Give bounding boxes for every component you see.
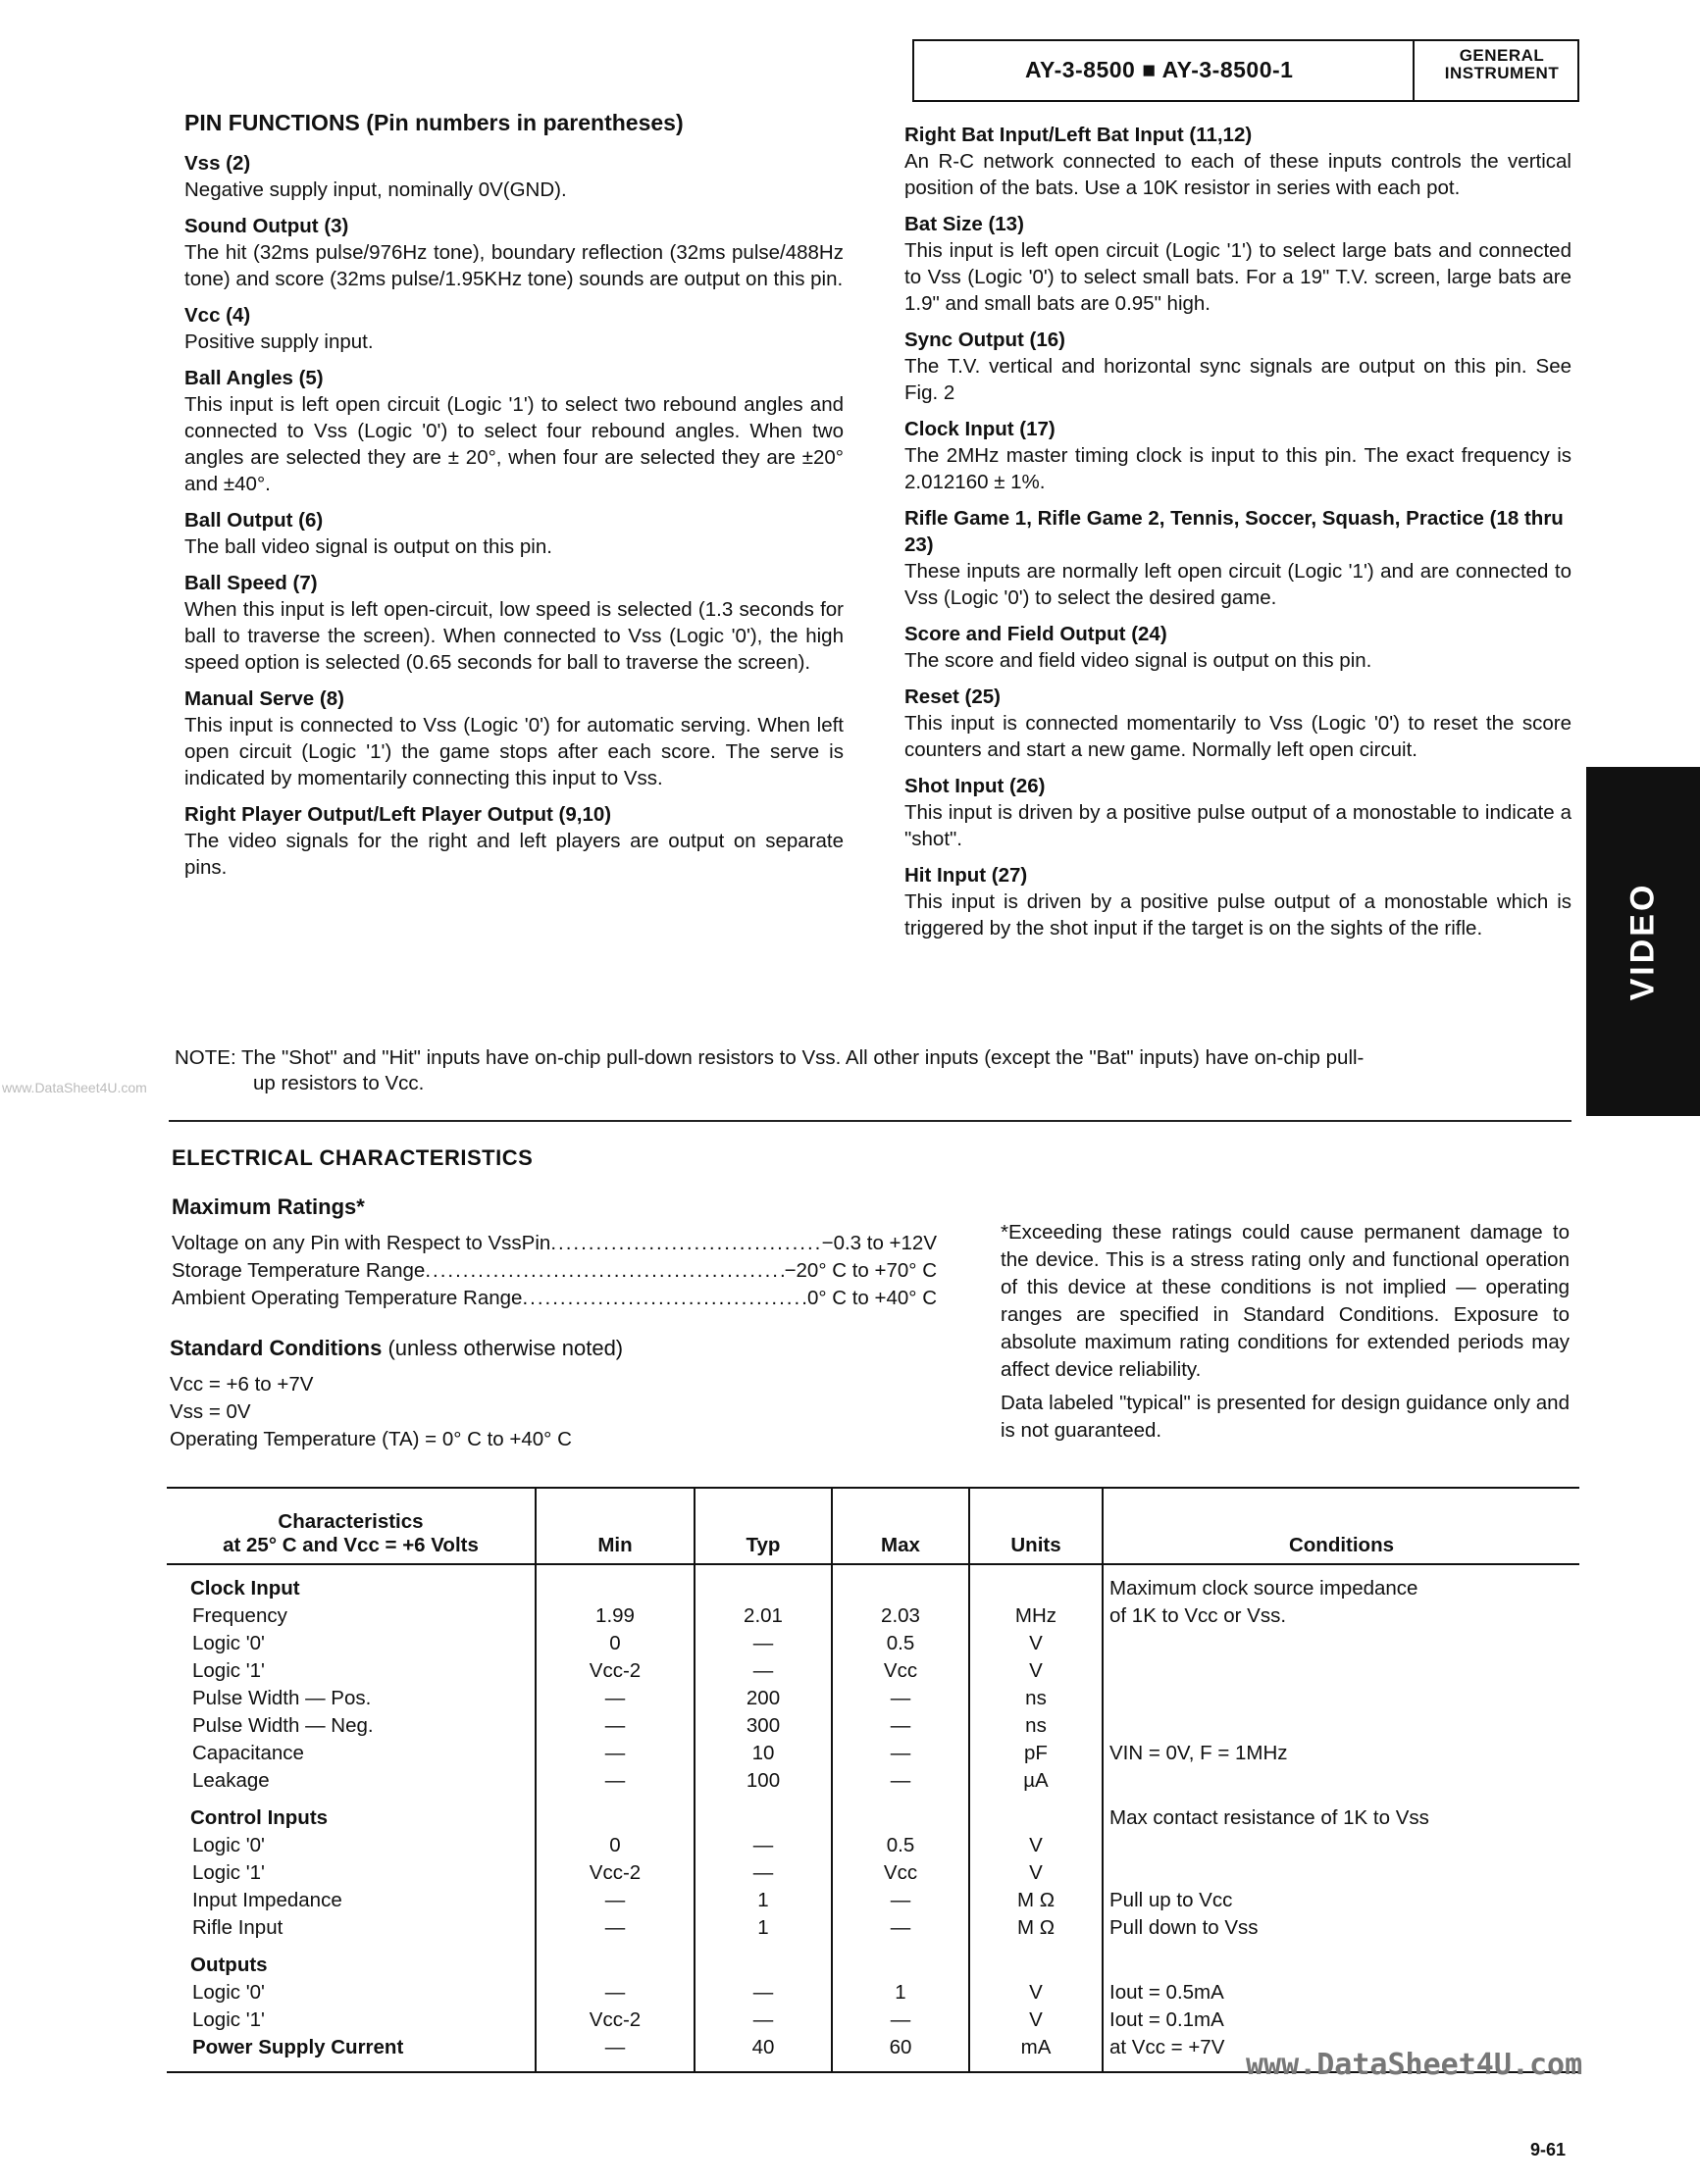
- pin-description: An R-C network connected to each of these inputs controls the vertical position of the bats. Use a 10K resistor in series with each pot.: [904, 150, 1571, 199]
- pin-heading: Score and Field Output (24): [904, 623, 1167, 645]
- table-row: [167, 1887, 1579, 1914]
- maximum-ratings-list: [172, 1230, 937, 1312]
- pin-heading: Hit Input (27): [904, 864, 1028, 887]
- min-value: —: [536, 1767, 695, 1795]
- pin-description: This input is left open circuit (Logic '1') to select large bats and connected to Vss (Logic '0') to select small bats. For a 19" T.V. screen, large bats are 1.9" and small bats are 0.95" high.: [904, 239, 1571, 315]
- pin-entry: [904, 327, 1571, 406]
- table-row: [167, 1712, 1579, 1740]
- parameter-name: Pulse Width — Neg.: [167, 1712, 536, 1740]
- pin-entry: [904, 122, 1571, 201]
- condition-value: VIN = 0V, F = 1MHz: [1109, 1742, 1288, 1764]
- pin-heading: Rifle Game 1, Rifle Game 2, Tennis, Soccer, Squash, Practice (18 thru 23): [904, 507, 1564, 556]
- table-row: [167, 1832, 1579, 1859]
- manufacturer-logo: [1428, 47, 1575, 82]
- max-value: —: [832, 1914, 969, 1942]
- typ-value: —: [695, 1979, 832, 2006]
- empty-cell: [832, 1795, 969, 1832]
- condition-value: [1103, 1630, 1579, 1657]
- pin-heading: Vss (2): [184, 152, 251, 175]
- max-value: —: [832, 2006, 969, 2034]
- min-value: —: [536, 1979, 695, 2006]
- pin-heading: Clock Input (17): [904, 418, 1056, 440]
- table-row: [167, 1657, 1579, 1685]
- max-value: —: [832, 1887, 969, 1914]
- group-condition: Max contact resistance of 1K to Vss: [1109, 1806, 1429, 1829]
- condition-value: at Vcc = +7V: [1103, 2034, 1579, 2072]
- min-value: —: [536, 1685, 695, 1712]
- max-value: 60: [832, 2034, 969, 2072]
- units-value: mA: [969, 2034, 1103, 2072]
- units-value: V: [969, 1859, 1103, 1887]
- pin-description: The ball video signal is output on this pin.: [184, 535, 552, 558]
- pin-entry: [184, 365, 844, 497]
- pin-heading: Vcc (4): [184, 304, 251, 327]
- pin-description: The score and field video signal is output on this pin.: [904, 649, 1372, 672]
- rating-row: [172, 1285, 937, 1312]
- empty-cell: [969, 1795, 1103, 1832]
- pin-description: When this input is left open-circuit, low speed is selected (1.3 seconds for ball to traverse the screen). When connected to Vss (Logic '0'), the high speed option is selected (0.65 seconds for ball to traverse the screen).: [184, 598, 844, 674]
- min-value: Vcc-2: [536, 2006, 695, 2034]
- section-side-tab: [1586, 767, 1700, 1116]
- leader-dots: [550, 1230, 821, 1257]
- standard-condition: Operating Temperature (TA) = 0° C to +40° C: [170, 1428, 572, 1450]
- units-value: pF: [969, 1740, 1103, 1767]
- max-value: 1: [832, 1979, 969, 2006]
- condition-value: [1103, 1832, 1579, 1859]
- table-row: [167, 1685, 1579, 1712]
- min-value: —: [536, 1887, 695, 1914]
- logo-line2: INSTRUMENT: [1444, 64, 1560, 82]
- pin-entry: [184, 213, 844, 292]
- parameter-name: Logic '0': [167, 1832, 536, 1859]
- min-value: Vcc-2: [536, 1657, 695, 1685]
- empty-cell: [695, 1564, 832, 1602]
- typ-value: 10: [695, 1740, 832, 1767]
- typ-value: 1: [695, 1887, 832, 1914]
- watermark-left: www.DataSheet4U.com: [2, 1080, 147, 1095]
- condition-value: Pull up to Vcc: [1109, 1889, 1233, 1911]
- footnote-paragraph: *Exceeding these ratings could cause permanent damage to the device. This is a stress rating only and functional operation of this device at these conditions is not implied — operating ranges are specified in Standard Conditions. Exposure to absolute maximum rating conditions for extended periods may affect device reliability.: [1001, 1221, 1570, 1381]
- parameter-name: Logic '1': [167, 1859, 536, 1887]
- empty-cell: [536, 1564, 695, 1602]
- pin-description: This input is connected momentarily to Vss (Logic '0') to reset the score counters and start a new game. Normally left open circuit.: [904, 712, 1571, 761]
- parameter-name: Leakage: [167, 1767, 536, 1795]
- empty-cell: [536, 1795, 695, 1832]
- rating-value: 0° C to +40° C: [806, 1287, 937, 1309]
- typ-value: —: [695, 1832, 832, 1859]
- pin-entry: [904, 862, 1571, 941]
- typ-value: 100: [695, 1767, 832, 1795]
- empty-cell: [695, 1942, 832, 1979]
- parameter-name: Logic '1': [167, 1657, 536, 1685]
- max-value: 0.5: [832, 1832, 969, 1859]
- ratings-footnote: [1001, 1219, 1570, 1450]
- leader-dots: [425, 1257, 784, 1285]
- condition-value: of 1K to Vcc or Vss.: [1109, 1604, 1287, 1627]
- empty-cell: [969, 1942, 1103, 1979]
- pin-description: Positive supply input.: [184, 330, 374, 353]
- pin-functions-right-column: [904, 122, 1571, 951]
- rating-value: −20° C to +70° C: [784, 1259, 937, 1282]
- units-value: M Ω: [969, 1914, 1103, 1942]
- leader-dots: [522, 1285, 806, 1312]
- max-value: 2.03: [832, 1602, 969, 1630]
- header-min: Min: [536, 1488, 695, 1564]
- typ-value: 200: [695, 1685, 832, 1712]
- group-condition: Maximum clock source impedance: [1109, 1577, 1418, 1600]
- header-conditions: Conditions: [1103, 1488, 1579, 1564]
- pin-heading: Manual Serve (8): [184, 687, 344, 710]
- standard-conditions-list: [170, 1371, 572, 1453]
- pin-entry: [184, 570, 844, 676]
- condition-value: [1103, 1657, 1579, 1685]
- characteristics-table: [167, 1487, 1579, 2073]
- table-group-row: [167, 1795, 1579, 1832]
- min-value: —: [536, 1914, 695, 1942]
- pin-description: The T.V. vertical and horizontal sync signals are output on this pin. See Fig. 2: [904, 355, 1571, 404]
- standard-condition: Vcc = +6 to +7V: [170, 1373, 314, 1396]
- table-row: [167, 1630, 1579, 1657]
- part-numbers: AY-3-8500 ■ AY-3-8500-1: [1025, 57, 1294, 82]
- page-number: 9-61: [1530, 2140, 1567, 2159]
- maximum-ratings-title: Maximum Ratings*: [172, 1194, 365, 1219]
- pin-heading: Right Bat Input/Left Bat Input (11,12): [904, 124, 1253, 146]
- footnote-paragraph: Data labeled "typical" is presented for design guidance only and is not guaranteed.: [1001, 1392, 1570, 1442]
- typ-value: —: [695, 1859, 832, 1887]
- pin-entry: [184, 150, 844, 203]
- condition-value: [1103, 1859, 1579, 1887]
- header-typ: Typ: [695, 1488, 832, 1564]
- header-max: Max: [832, 1488, 969, 1564]
- rating-value: −0.3 to +12V: [821, 1232, 937, 1254]
- pin-entry: [184, 302, 844, 355]
- pin-heading: Ball Output (6): [184, 509, 324, 532]
- table-row: [167, 2006, 1579, 2034]
- min-value: —: [536, 1712, 695, 1740]
- condition-value: [1103, 1767, 1579, 1795]
- pin-description: The video signals for the right and left players are output on separate pins.: [184, 830, 844, 879]
- units-value: MHz: [969, 1602, 1103, 1630]
- table-group-row: [167, 1564, 1579, 1602]
- header-units: Units: [969, 1488, 1103, 1564]
- pin-heading: Ball Speed (7): [184, 572, 318, 594]
- pin-functions-title: PIN FUNCTIONS (Pin numbers in parentheses): [184, 110, 684, 135]
- min-value: —: [536, 1740, 695, 1767]
- table-row: [167, 1979, 1579, 2006]
- rating-label: Voltage on any Pin with Respect to VssPin: [172, 1232, 551, 1254]
- parameter-name: Capacitance: [167, 1740, 536, 1767]
- parameter-name: Logic '0': [167, 1979, 536, 2006]
- table-row: [167, 1914, 1579, 1942]
- min-value: —: [536, 2034, 695, 2072]
- parameter-name: Power Supply Current: [167, 2034, 536, 2072]
- pin-description: The hit (32ms pulse/976Hz tone), boundary reflection (32ms pulse/488Hz tone) and score (32ms pulse/1.95KHz tone) sounds are output on this pin.: [184, 241, 844, 290]
- pin-entry: [904, 684, 1571, 763]
- electrical-characteristics-title: ELECTRICAL CHARACTERISTICS: [172, 1145, 534, 1170]
- table-header-row: [167, 1488, 1579, 1564]
- empty-cell: [536, 1942, 695, 1979]
- typ-value: 2.01: [695, 1602, 832, 1630]
- watermark-right: www.DataSheet4U.com: [1246, 2048, 1583, 2082]
- min-value: 1.99: [536, 1602, 695, 1630]
- parameter-name: Logic '0': [167, 1630, 536, 1657]
- condition-value: Iout = 0.1mA: [1109, 2008, 1224, 2031]
- typ-value: —: [695, 1657, 832, 1685]
- group-condition: [1103, 1942, 1579, 1979]
- header-characteristics: Characteristics at 25° C and Vcc = +6 Volts: [167, 1488, 536, 1564]
- typ-value: 40: [695, 2034, 832, 2072]
- table-row: [167, 1767, 1579, 1795]
- empty-cell: [832, 1564, 969, 1602]
- min-value: 0: [536, 1630, 695, 1657]
- standard-conditions-heading: Standard Conditions: [170, 1336, 383, 1360]
- units-value: M Ω: [969, 1887, 1103, 1914]
- max-value: —: [832, 1712, 969, 1740]
- condition-value: Iout = 0.5mA: [1109, 1981, 1224, 2004]
- note-line2: up resistors to Vcc.: [253, 1072, 425, 1094]
- pin-heading: Reset (25): [904, 686, 1001, 708]
- pin-description: These inputs are normally left open circuit (Logic '1') and are connected to Vss (Logic '0') to select the desired game.: [904, 560, 1571, 609]
- pin-heading: Ball Angles (5): [184, 367, 324, 389]
- max-value: —: [832, 1740, 969, 1767]
- rating-row: [172, 1230, 937, 1257]
- pin-entry: [904, 211, 1571, 317]
- condition-value: Pull down to Vss: [1109, 1916, 1259, 1939]
- units-value: V: [969, 1979, 1103, 2006]
- rating-label: Ambient Operating Temperature Range: [172, 1287, 523, 1309]
- parameter-name: Pulse Width — Pos.: [167, 1685, 536, 1712]
- max-value: —: [832, 1685, 969, 1712]
- table-row: [167, 1859, 1579, 1887]
- parameter-name: Logic '1': [167, 2006, 536, 2034]
- units-value: µA: [969, 1767, 1103, 1795]
- pin-description: Negative supply input, nominally 0V(GND).: [184, 178, 567, 201]
- rating-row: [172, 1257, 937, 1285]
- min-value: 0: [536, 1832, 695, 1859]
- units-value: ns: [969, 1712, 1103, 1740]
- pin-entry: [904, 621, 1571, 674]
- max-value: —: [832, 1767, 969, 1795]
- units-value: ns: [969, 1685, 1103, 1712]
- typ-value: 300: [695, 1712, 832, 1740]
- pin-entry: [904, 416, 1571, 495]
- condition-value: [1103, 1712, 1579, 1740]
- pin-description: The 2MHz master timing clock is input to this pin. The exact frequency is 2.012160 ± 1%.: [904, 444, 1571, 493]
- condition-value: [1103, 1685, 1579, 1712]
- units-value: V: [969, 2006, 1103, 2034]
- typ-value: —: [695, 2006, 832, 2034]
- pin-heading: Bat Size (13): [904, 213, 1024, 235]
- standard-conditions-title: [170, 1336, 623, 1361]
- pin-description: This input is connected to Vss (Logic '0') for automatic serving. When left open circuit (Logic '1') the game stops after each score. The serve is indicated by momentarily connecting this input to Vss.: [184, 714, 844, 789]
- standard-conditions-suffix: (unless otherwise noted): [387, 1336, 624, 1360]
- rating-label: Storage Temperature Range: [172, 1259, 426, 1282]
- header-divider: [1413, 39, 1415, 102]
- pin-description: This input is driven by a positive pulse output of a monostable to indicate a "shot".: [904, 801, 1571, 850]
- units-value: V: [969, 1657, 1103, 1685]
- pin-entry: [184, 507, 844, 560]
- note-line1: NOTE: The "Shot" and "Hit" inputs have on-chip pull-down resistors to Vss. All other inputs (except the "Bat" inputs) have on-chip pull-: [175, 1046, 1365, 1069]
- pin-heading: Right Player Output/Left Player Output (9,10): [184, 803, 612, 826]
- max-value: Vcc: [832, 1657, 969, 1685]
- pin-entry: [904, 505, 1571, 611]
- logo-line1: GENERAL: [1459, 46, 1545, 65]
- empty-cell: [832, 1942, 969, 1979]
- pin-heading: Sound Output (3): [184, 215, 349, 237]
- pin-entry: [184, 686, 844, 791]
- max-value: Vcc: [832, 1859, 969, 1887]
- pin-description: This input is driven by a positive pulse output of a monostable which is triggered by the shot input if the target is on the sights of the rifle.: [904, 890, 1571, 940]
- pin-entry: [184, 801, 844, 881]
- typ-value: 1: [695, 1914, 832, 1942]
- standard-condition: Vss = 0V: [170, 1400, 251, 1423]
- units-value: V: [969, 1630, 1103, 1657]
- group-label: Outputs: [167, 1942, 536, 1979]
- units-value: V: [969, 1832, 1103, 1859]
- max-value: 0.5: [832, 1630, 969, 1657]
- pin-functions-left-column: [184, 110, 844, 890]
- pin-entry: [904, 773, 1571, 852]
- pin-note: [175, 1045, 1568, 1096]
- group-label: Control Inputs: [167, 1795, 536, 1832]
- section-divider: [169, 1120, 1571, 1122]
- table-row: [167, 1740, 1579, 1767]
- side-tab-label: VIDEO: [1623, 882, 1662, 1001]
- parameter-name: Rifle Input: [167, 1914, 536, 1942]
- table-group-row: [167, 1942, 1579, 1979]
- parameter-name: Input Impedance: [167, 1887, 536, 1914]
- pin-heading: Shot Input (26): [904, 775, 1046, 797]
- min-value: Vcc-2: [536, 1859, 695, 1887]
- table-row: [167, 1602, 1579, 1630]
- typ-value: —: [695, 1630, 832, 1657]
- empty-cell: [695, 1795, 832, 1832]
- group-label: Clock Input: [167, 1564, 536, 1602]
- pin-heading: Sync Output (16): [904, 329, 1066, 351]
- pin-description: This input is left open circuit (Logic '1') to select two rebound angles and connected to Vss (Logic '0') to select four rebound angles. When two angles are selected they are ± 20°, when four are selected they are ±20° and ±40°.: [184, 393, 844, 495]
- empty-cell: [969, 1564, 1103, 1602]
- parameter-name: Frequency: [167, 1602, 536, 1630]
